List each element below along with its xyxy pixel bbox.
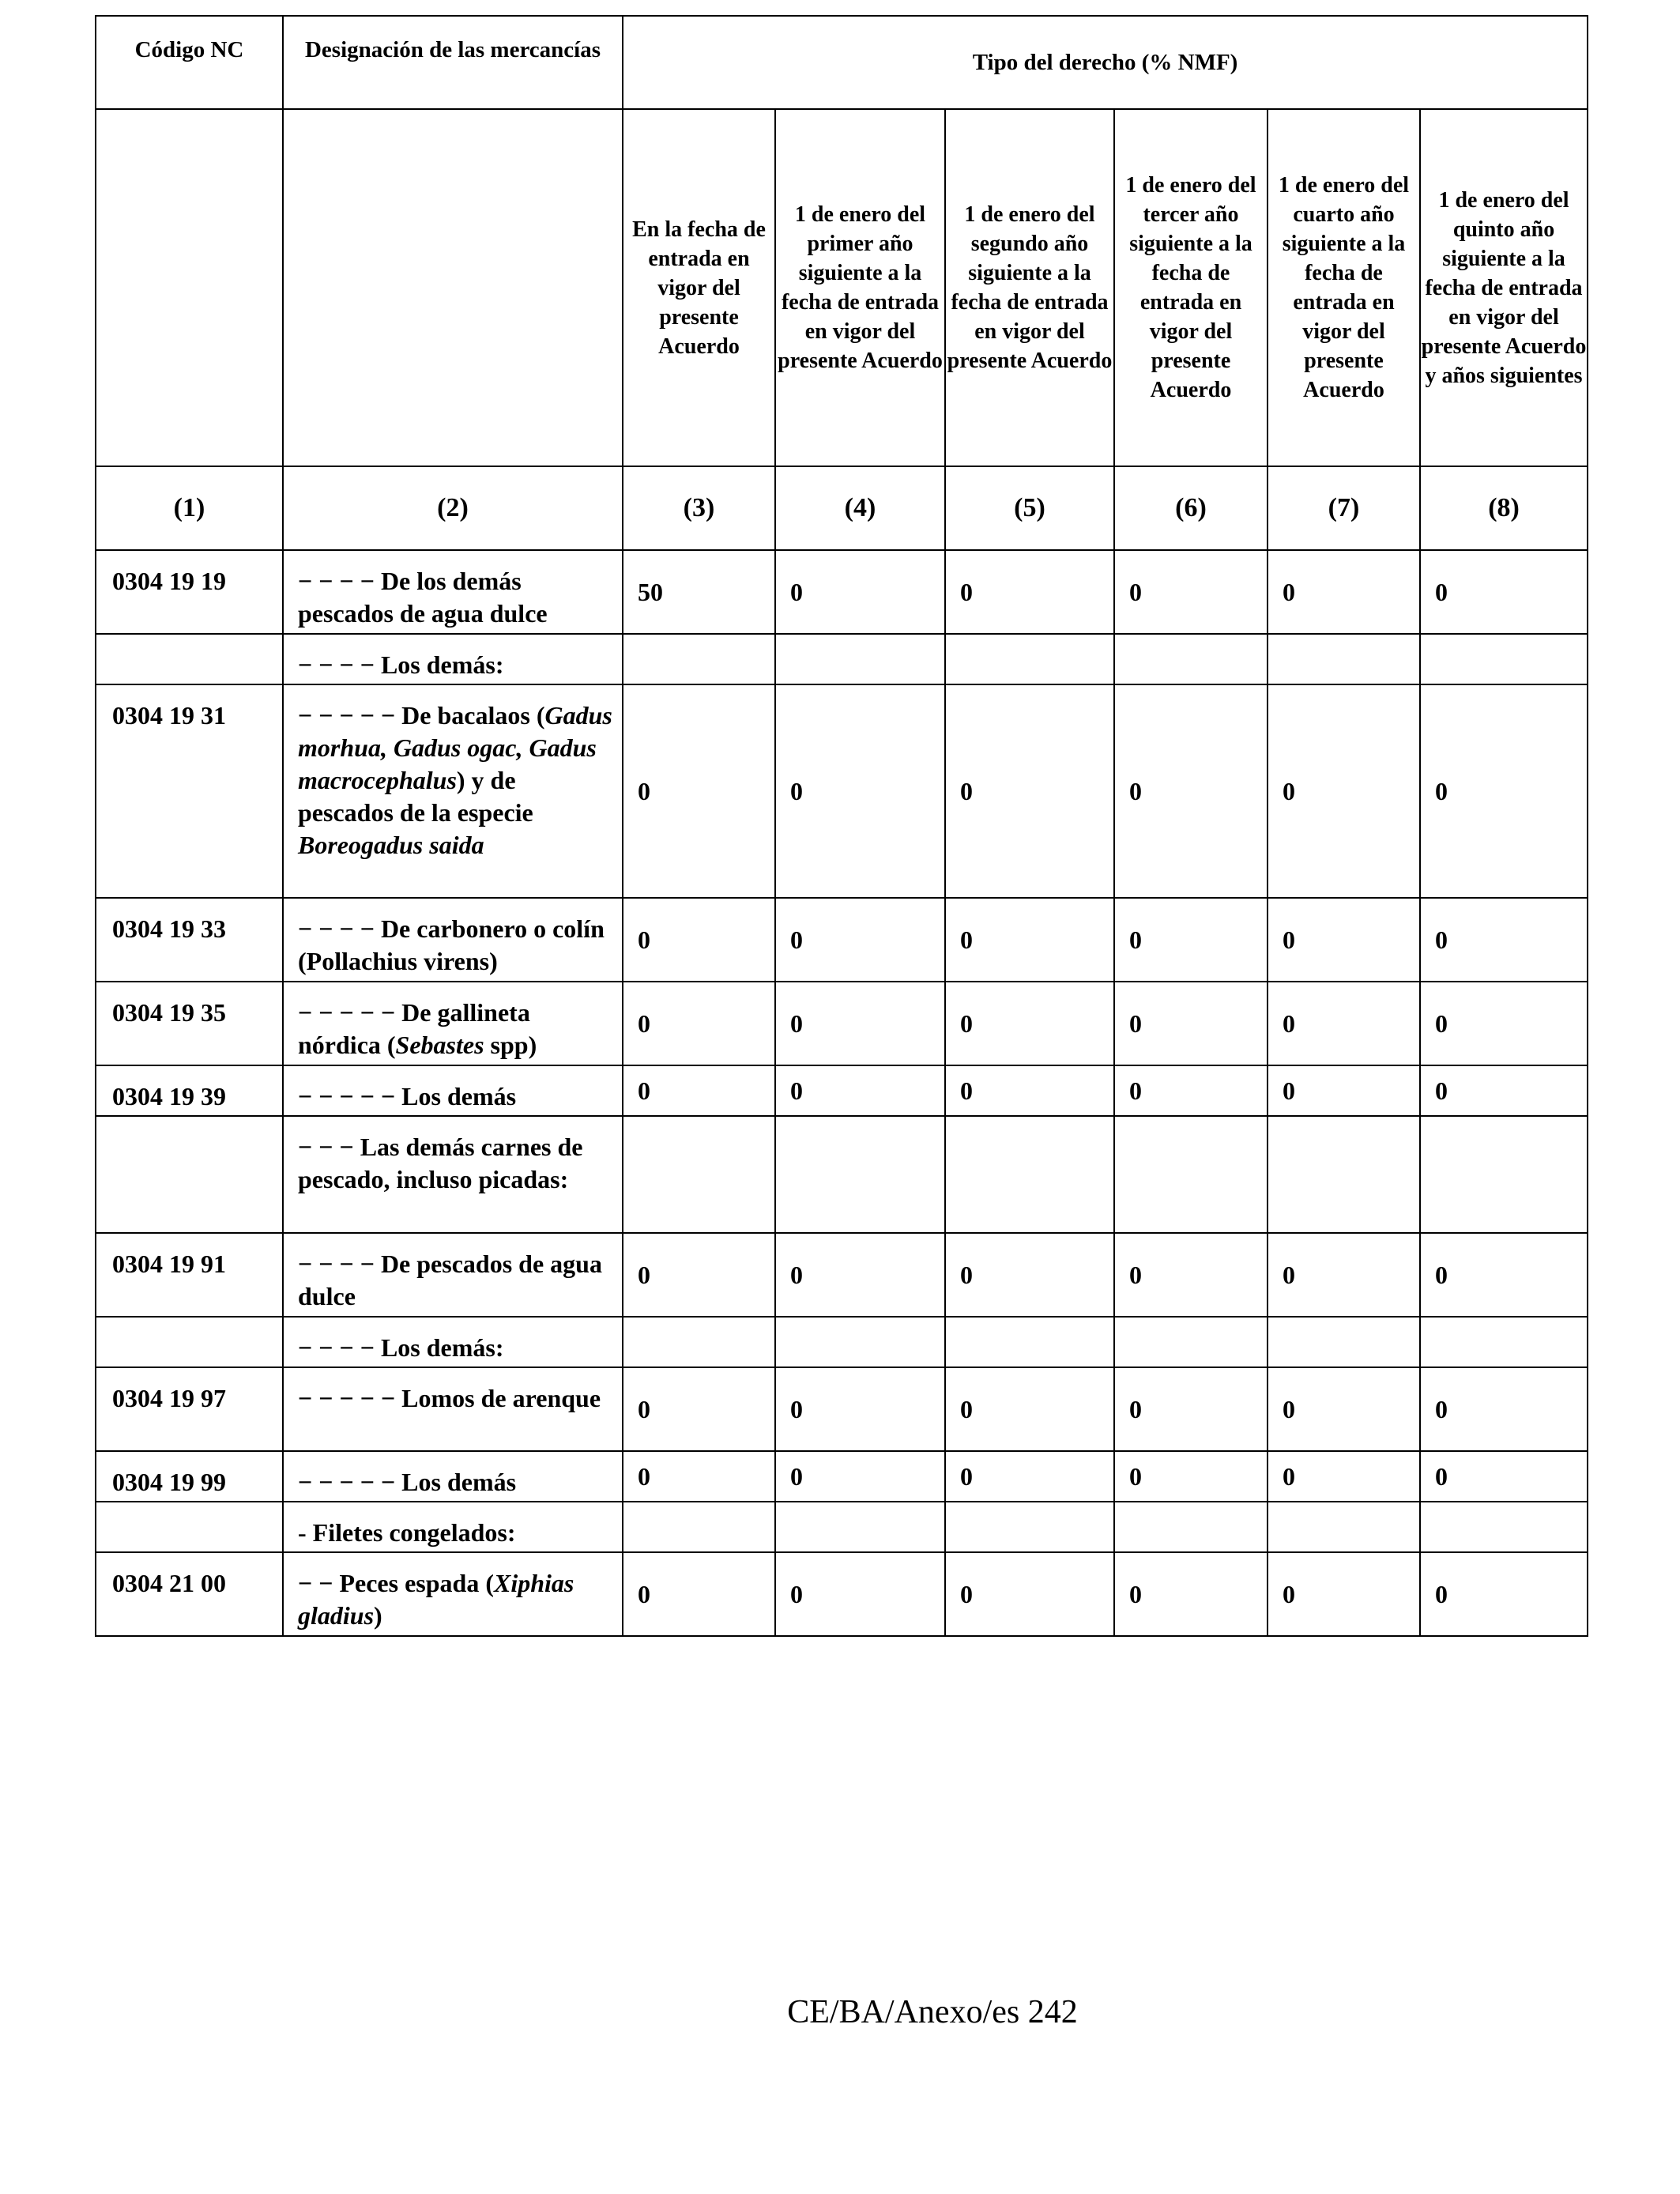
duty-rate-cell: 0 (1420, 982, 1588, 1065)
duty-rate-cell: 0 (1420, 1367, 1588, 1451)
duty-rate-cell: 0 (945, 898, 1114, 982)
designation-cell (283, 550, 623, 634)
duty-rate-cell: 0 (945, 1451, 1114, 1502)
table-row (96, 1451, 1588, 1502)
designation-text: − − − − Los demás: (298, 1333, 504, 1362)
duty-rate-cell (1268, 1116, 1420, 1233)
designation-italic-text: Xiphias gladius (298, 1569, 574, 1630)
column-number: (3) (623, 466, 775, 550)
duty-subheader: 1 de enero del primer año siguiente a la fecha de entrada en vigor del presente Acuerdo (775, 109, 945, 466)
duty-rate-cell: 0 (1114, 1552, 1268, 1636)
column-number: (8) (1420, 466, 1588, 550)
designation-text: spp) (484, 1031, 537, 1059)
table-row (96, 634, 1588, 684)
designation-cell (283, 1552, 623, 1636)
duty-rate-cell: 0 (623, 1065, 775, 1116)
table-row (96, 550, 1588, 634)
header-row-1 (96, 16, 1588, 109)
designation-text: − − − − − Los demás (298, 1082, 517, 1110)
column-number-row (96, 466, 1588, 550)
duty-subheader: En la fecha de entrada en vigor del presente Acuerdo (623, 109, 775, 466)
designation-cell (283, 1116, 623, 1233)
designation-text: ) y de pescados de la especie (298, 766, 533, 827)
duty-rate-cell (1268, 1502, 1420, 1552)
duty-rate-cell: 0 (1268, 982, 1420, 1065)
duty-rate-cell: 0 (945, 1233, 1114, 1317)
duty-rate-cell: 0 (1268, 898, 1420, 982)
column-number: (1) (96, 466, 283, 550)
duty-header: Tipo del derecho (% NMF) (623, 16, 1588, 109)
table-row (96, 982, 1588, 1065)
designation-italic-text: Sebastes (395, 1031, 484, 1059)
duty-rate-cell: 0 (623, 982, 775, 1065)
duty-rate-cell (945, 1502, 1114, 1552)
duty-rate-cell (623, 1502, 775, 1552)
duty-rate-cell (1114, 1317, 1268, 1367)
column-number: (2) (283, 466, 623, 550)
table-row (96, 898, 1588, 982)
designation-cell (283, 1502, 623, 1552)
duty-rate-cell: 0 (1420, 1233, 1588, 1317)
duty-rate-cell: 0 (775, 1451, 945, 1502)
designation-cell (283, 634, 623, 684)
duty-rate-cell (945, 1317, 1114, 1367)
duty-rate-cell (1268, 634, 1420, 684)
duty-rate-cell (623, 1317, 775, 1367)
designation-text: − − − − − Lomos de arenque (298, 1384, 601, 1412)
designation-cell (283, 1317, 623, 1367)
nc-code-cell: 0304 19 39 (96, 1065, 283, 1116)
duty-rate-cell (1420, 1502, 1588, 1552)
table-row (96, 684, 1588, 898)
duty-rate-cell: 0 (623, 1367, 775, 1451)
table-row (96, 1502, 1588, 1552)
duty-rate-cell: 0 (1268, 550, 1420, 634)
duty-rate-cell (775, 1317, 945, 1367)
duty-rate-cell (1114, 1116, 1268, 1233)
duty-rate-cell: 0 (1420, 898, 1588, 982)
duty-rate-cell: 0 (945, 684, 1114, 898)
nc-code-cell: 0304 21 00 (96, 1552, 283, 1636)
duty-rate-cell: 0 (1420, 684, 1588, 898)
duty-rate-cell: 0 (1268, 684, 1420, 898)
nc-code-cell (96, 1502, 283, 1552)
nc-code-cell: 0304 19 31 (96, 684, 283, 898)
duty-rate-cell (1268, 1317, 1420, 1367)
duty-rate-cell: 0 (623, 1233, 775, 1317)
duty-rate-cell: 0 (775, 1065, 945, 1116)
duty-rate-cell (945, 634, 1114, 684)
table-row (96, 1367, 1588, 1451)
duty-rate-cell (775, 634, 945, 684)
table-row (96, 1116, 1588, 1233)
designation-text: − − − − De carbonero o colín (Pollachius virens) (298, 914, 605, 975)
duty-rate-cell: 0 (1420, 550, 1588, 634)
table-row (96, 1317, 1588, 1367)
duty-rate-cell: 0 (1114, 1233, 1268, 1317)
designation-cell (283, 1367, 623, 1451)
duty-rate-cell: 0 (945, 1367, 1114, 1451)
table-row (96, 1552, 1588, 1636)
duty-rate-cell: 0 (1114, 550, 1268, 634)
designation-cell (283, 1451, 623, 1502)
designation-text: ) (374, 1601, 382, 1630)
designation-italic-text: Boreogadus saida (298, 831, 484, 859)
column-number: (6) (1114, 466, 1268, 550)
duty-subheader: 1 de enero del segundo año siguiente a la fecha de entrada en vigor del presente Acuerdo (945, 109, 1114, 466)
duty-rate-cell: 0 (1114, 684, 1268, 898)
duty-rate-cell: 0 (1114, 982, 1268, 1065)
nc-code-cell: 0304 19 99 (96, 1451, 283, 1502)
duty-rate-cell: 0 (945, 1552, 1114, 1636)
duty-rate-cell: 0 (1114, 1065, 1268, 1116)
nc-code-cell (96, 1317, 283, 1367)
duty-rate-cell: 0 (1420, 1451, 1588, 1502)
duty-rate-cell: 0 (1268, 1367, 1420, 1451)
duty-rate-cell: 0 (1268, 1451, 1420, 1502)
duty-rate-cell (1420, 634, 1588, 684)
duty-rate-cell: 0 (1268, 1552, 1420, 1636)
code-header: Código NC (96, 16, 283, 109)
duty-rate-cell: 0 (945, 982, 1114, 1065)
duty-rate-cell (1420, 1317, 1588, 1367)
designation-text: − − − − − De bacalaos ( (298, 701, 545, 729)
duty-rate-cell: 0 (945, 1065, 1114, 1116)
table-row (96, 1233, 1588, 1317)
duty-rate-cell (945, 1116, 1114, 1233)
duty-rate-cell: 0 (1268, 1065, 1420, 1116)
nc-code-cell: 0304 19 35 (96, 982, 283, 1065)
designation-text: − − − − De pescados de agua dulce (298, 1250, 602, 1310)
duty-rate-cell: 0 (623, 898, 775, 982)
nc-code-cell (96, 634, 283, 684)
duty-rate-cell: 0 (1114, 1451, 1268, 1502)
designation-text: − − − − De los demás pescados de agua dulce (298, 567, 548, 628)
duty-rate-cell: 0 (1268, 1233, 1420, 1317)
duty-rate-cell (1114, 1502, 1268, 1552)
duty-subheader: 1 de enero del tercer año siguiente a la fecha de entrada en vigor del presente Acuerdo (1114, 109, 1268, 466)
duty-rate-cell: 0 (1114, 1367, 1268, 1451)
nc-code-cell: 0304 19 19 (96, 550, 283, 634)
duty-rate-cell: 0 (775, 1552, 945, 1636)
code-header-empty (96, 109, 283, 466)
duty-rate-cell: 0 (775, 1233, 945, 1317)
designation-text: − − − − − Los demás (298, 1468, 517, 1496)
column-number: (4) (775, 466, 945, 550)
designation-italic-text: Gadus morhua, Gadus ogac, Gadus macrocephalus (298, 701, 612, 794)
duty-rate-cell: 0 (623, 1552, 775, 1636)
designation-cell (283, 1065, 623, 1116)
duty-rate-cell: 0 (623, 1451, 775, 1502)
duty-rate-cell (623, 1116, 775, 1233)
designation-cell (283, 898, 623, 982)
column-number: (7) (1268, 466, 1420, 550)
nc-code-cell: 0304 19 33 (96, 898, 283, 982)
designation-header-empty (283, 109, 623, 466)
page-footer: CE/BA/Anexo/es 242 (787, 1994, 1078, 2030)
designation-text: - Filetes congelados: (298, 1518, 516, 1547)
nc-code-cell: 0304 19 97 (96, 1367, 283, 1451)
duty-rate-cell (623, 634, 775, 684)
nc-code-cell: 0304 19 91 (96, 1233, 283, 1317)
header-row-2 (96, 109, 1588, 466)
designation-text: − − − − − De gallineta nórdica ( (298, 998, 530, 1059)
duty-rate-cell (1114, 634, 1268, 684)
duty-rate-cell: 0 (1420, 1552, 1588, 1636)
duty-rate-cell (775, 1502, 945, 1552)
designation-header: Designación de las mercancías (283, 16, 623, 109)
designation-text: − − − − Los demás: (298, 650, 504, 679)
tariff-table (95, 15, 1588, 1637)
duty-rate-cell: 0 (1114, 898, 1268, 982)
duty-rate-cell: 50 (623, 550, 775, 634)
designation-cell (283, 684, 623, 898)
duty-rate-cell: 0 (775, 550, 945, 634)
duty-rate-cell: 0 (1420, 1065, 1588, 1116)
designation-cell (283, 982, 623, 1065)
duty-rate-cell: 0 (775, 982, 945, 1065)
duty-rate-cell (1420, 1116, 1588, 1233)
duty-rate-cell: 0 (775, 898, 945, 982)
duty-rate-cell: 0 (775, 684, 945, 898)
designation-text: − − Peces espada ( (298, 1569, 494, 1597)
nc-code-cell (96, 1116, 283, 1233)
column-number: (5) (945, 466, 1114, 550)
designation-text: − − − Las demás carnes de pescado, incluso picadas: (298, 1133, 583, 1193)
duty-subheader: 1 de enero del cuarto año siguiente a la fecha de entrada en vigor del presente Acuerdo (1268, 109, 1420, 466)
duty-subheader: 1 de enero del quinto año siguiente a la fecha de entrada en vigor del presente Acuerdo y años siguientes (1420, 109, 1588, 466)
duty-rate-cell: 0 (623, 684, 775, 898)
designation-cell (283, 1233, 623, 1317)
duty-rate-cell: 0 (945, 550, 1114, 634)
duty-rate-cell: 0 (775, 1367, 945, 1451)
duty-rate-cell (775, 1116, 945, 1233)
table-row (96, 1065, 1588, 1116)
